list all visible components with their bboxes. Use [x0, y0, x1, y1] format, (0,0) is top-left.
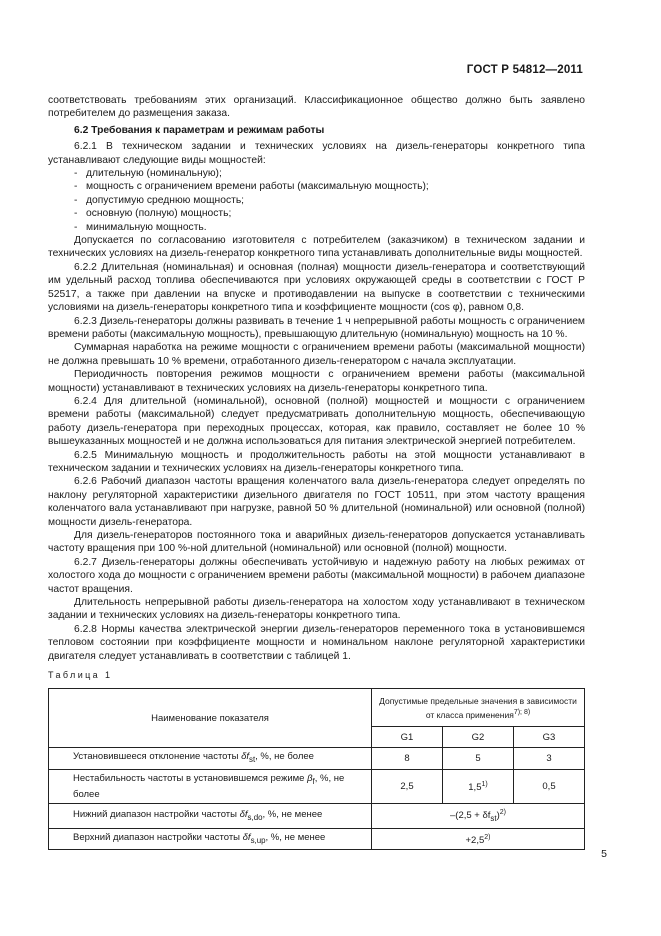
- list-item: - мощность с ограничением времени работы (максимальную мощность);: [74, 181, 429, 193]
- page-number: 5: [601, 848, 607, 860]
- cell-value: 0,5: [514, 769, 585, 804]
- row-name: Нестабильность частоты в установившемся режиме $\beta_f$, %, не более: [49, 769, 372, 804]
- paragraph-6-2-4: 6.2.4 Для длительной (номинальной), основной (полной) мощностей и мощности с ограничением времени работы (максимальной) следует предусматривать дополнительную мощность, обеспечивающую работу дизель-генератора при переходных процессах, которая, как правило, составляет не более 10 % вышеуказанных мощностей и не должна использоваться для питания электрической энергией потребителем.: [48, 395, 585, 448]
- class-header: G1: [372, 727, 443, 748]
- cell-value: 3: [514, 748, 585, 769]
- paragraph-6-2-5: 6.2.5 Минимальную мощность и продолжительность работы на этой мощности устанавливают в техническом задании и технических условиях на дизель-генераторы конкретного типа.: [48, 449, 585, 474]
- class-header: G3: [514, 727, 585, 748]
- row-name: Верхний диапазон настройки частоты $\delta f_{s,up}$, %, не менее: [49, 828, 372, 850]
- list-item: - минимальную мощность.: [74, 221, 207, 233]
- paragraph: Суммарная наработка на режиме мощности с ограничением времени работы (максимальной мощности) не должна превышать 10 % времени, отработанного дизель-генератором с начала эксплуатации.: [48, 342, 585, 367]
- list-item: - допустимую среднюю мощность;: [74, 194, 245, 206]
- document-body: [48, 94, 585, 850]
- cell-value: 2,5: [372, 769, 443, 804]
- paragraph-6-2-2: 6.2.2 Длительная (номинальная) и основная (полная) мощности дизель-генератора и соответствующий им удельный расход топлива обеспечиваются при условиях окружающей среды в соответствии с ГОСТ Р 52517, а также при давлении на впуске и противодавлении на выпуске в соответствии с техническими условиями на дизель-генераторы конкретного типа и коэффициенте мощности (cos φ), равном 0,8.: [48, 261, 585, 314]
- row-name: Нижний диапазон настройки частоты $\delta f_{s,do}$, %, не менее: [49, 804, 372, 828]
- table-1: [48, 688, 585, 850]
- section-heading: 6.2 Требования к параметрам и режимам работы: [74, 124, 325, 136]
- list-item: - длительную (номинальную);: [74, 168, 222, 180]
- paragraph: Допускается по согласованию изготовителя с потребителем (заказчиком) в техническом задании и технических условиях на дизель-генератор конкретного типа устанавливать дополнительные виды мощностей.: [48, 235, 585, 260]
- table-caption: Таблица 1: [48, 670, 113, 681]
- paragraph-6-2-8: 6.2.8 Нормы качества электрической энергии дизель-генераторов переменного тока в установившемся тепловом состоянии при коэффициенте мощности и номинальном наклоне регуляторной характеристики двигателя следует устанавливать в соответствии с таблицей 1.: [48, 623, 585, 662]
- column-header-name: Наименование показателя: [49, 689, 372, 748]
- table-row: [49, 828, 585, 850]
- paragraph-6-2-1: 6.2.1 В техническом задании и технических условиях на дизель-генераторы конкретного типа устанавливают следующие виды мощностей:: [48, 141, 585, 166]
- paragraph-6-2-7: 6.2.7 Дизель-генераторы должны обеспечивать устойчивую и надежную работу на любых режимах от холостого хода до мощности с ограничением времени работы (максимальной мощности) в рабочем диапазоне частот вращения.: [48, 556, 585, 595]
- document-header: ГОСТ Р 54812—2011: [466, 64, 583, 76]
- class-header: G2: [443, 727, 514, 748]
- cell-value: 1,5$^{1)}$: [443, 769, 514, 804]
- cell-value-merged: $+2,5^{2)}$: [372, 828, 585, 850]
- paragraph: соответствовать требованиям этих организаций. Классификационное общество должно быть заявлено потребителем до размещения заказа.: [48, 95, 585, 120]
- cell-value: 8: [372, 748, 443, 769]
- paragraph: Для дизель-генераторов постоянного тока и аварийных дизель-генераторов допускается устанавливать частоту вращения при 100 %-ной длительной (номинальной) или основной (полной) мощности.: [48, 530, 585, 555]
- cell-value-merged: $-(2,5 + \delta f_{st})^{2)}$: [372, 804, 585, 828]
- paragraph-6-2-3: 6.2.3 Дизель-генераторы должны развивать в течение 1 ч непрерывной работы мощность с ограничением времени работы (максимальную мощность), превышающую длительную (номинальную) мощность на 10 %.: [48, 315, 585, 340]
- paragraph-6-2-6: 6.2.6 Рабочий диапазон частоты вращения коленчатого вала дизель-генератора следует определять по наклону регуляторной характеристики дизельного двигателя по ГОСТ 10511, при этом частоту вращения коленчатого вала устанавливают при нагрузке, равной 50 % длительной (номинальной) или основной (полной) мощности дизель-генератора.: [48, 476, 585, 528]
- list-item: - основную (полную) мощность;: [74, 208, 232, 220]
- table-row: [49, 748, 585, 769]
- column-header-group: Допустимые предельные значения в зависимости от класса применения$^{7); 8)}$: [372, 689, 585, 727]
- table-row: [49, 804, 585, 828]
- paragraph: Длительность непрерывной работы дизель-генератора на холостом ходу устанавливают в техническом задании и технических условиях на дизель-генераторы конкретного типа.: [48, 597, 585, 622]
- row-name: Установившееся отклонение частоты $\delta f_{st}$, %, не более: [49, 748, 372, 769]
- table-row: [49, 769, 585, 804]
- paragraph: Периодичность повторения режимов мощности с ограничением времени работы (максимальной мощности) устанавливают в технических условиях на дизель-генераторы конкретного типа.: [48, 369, 585, 394]
- cell-value: 5: [443, 748, 514, 769]
- power-types-list: [48, 167, 585, 234]
